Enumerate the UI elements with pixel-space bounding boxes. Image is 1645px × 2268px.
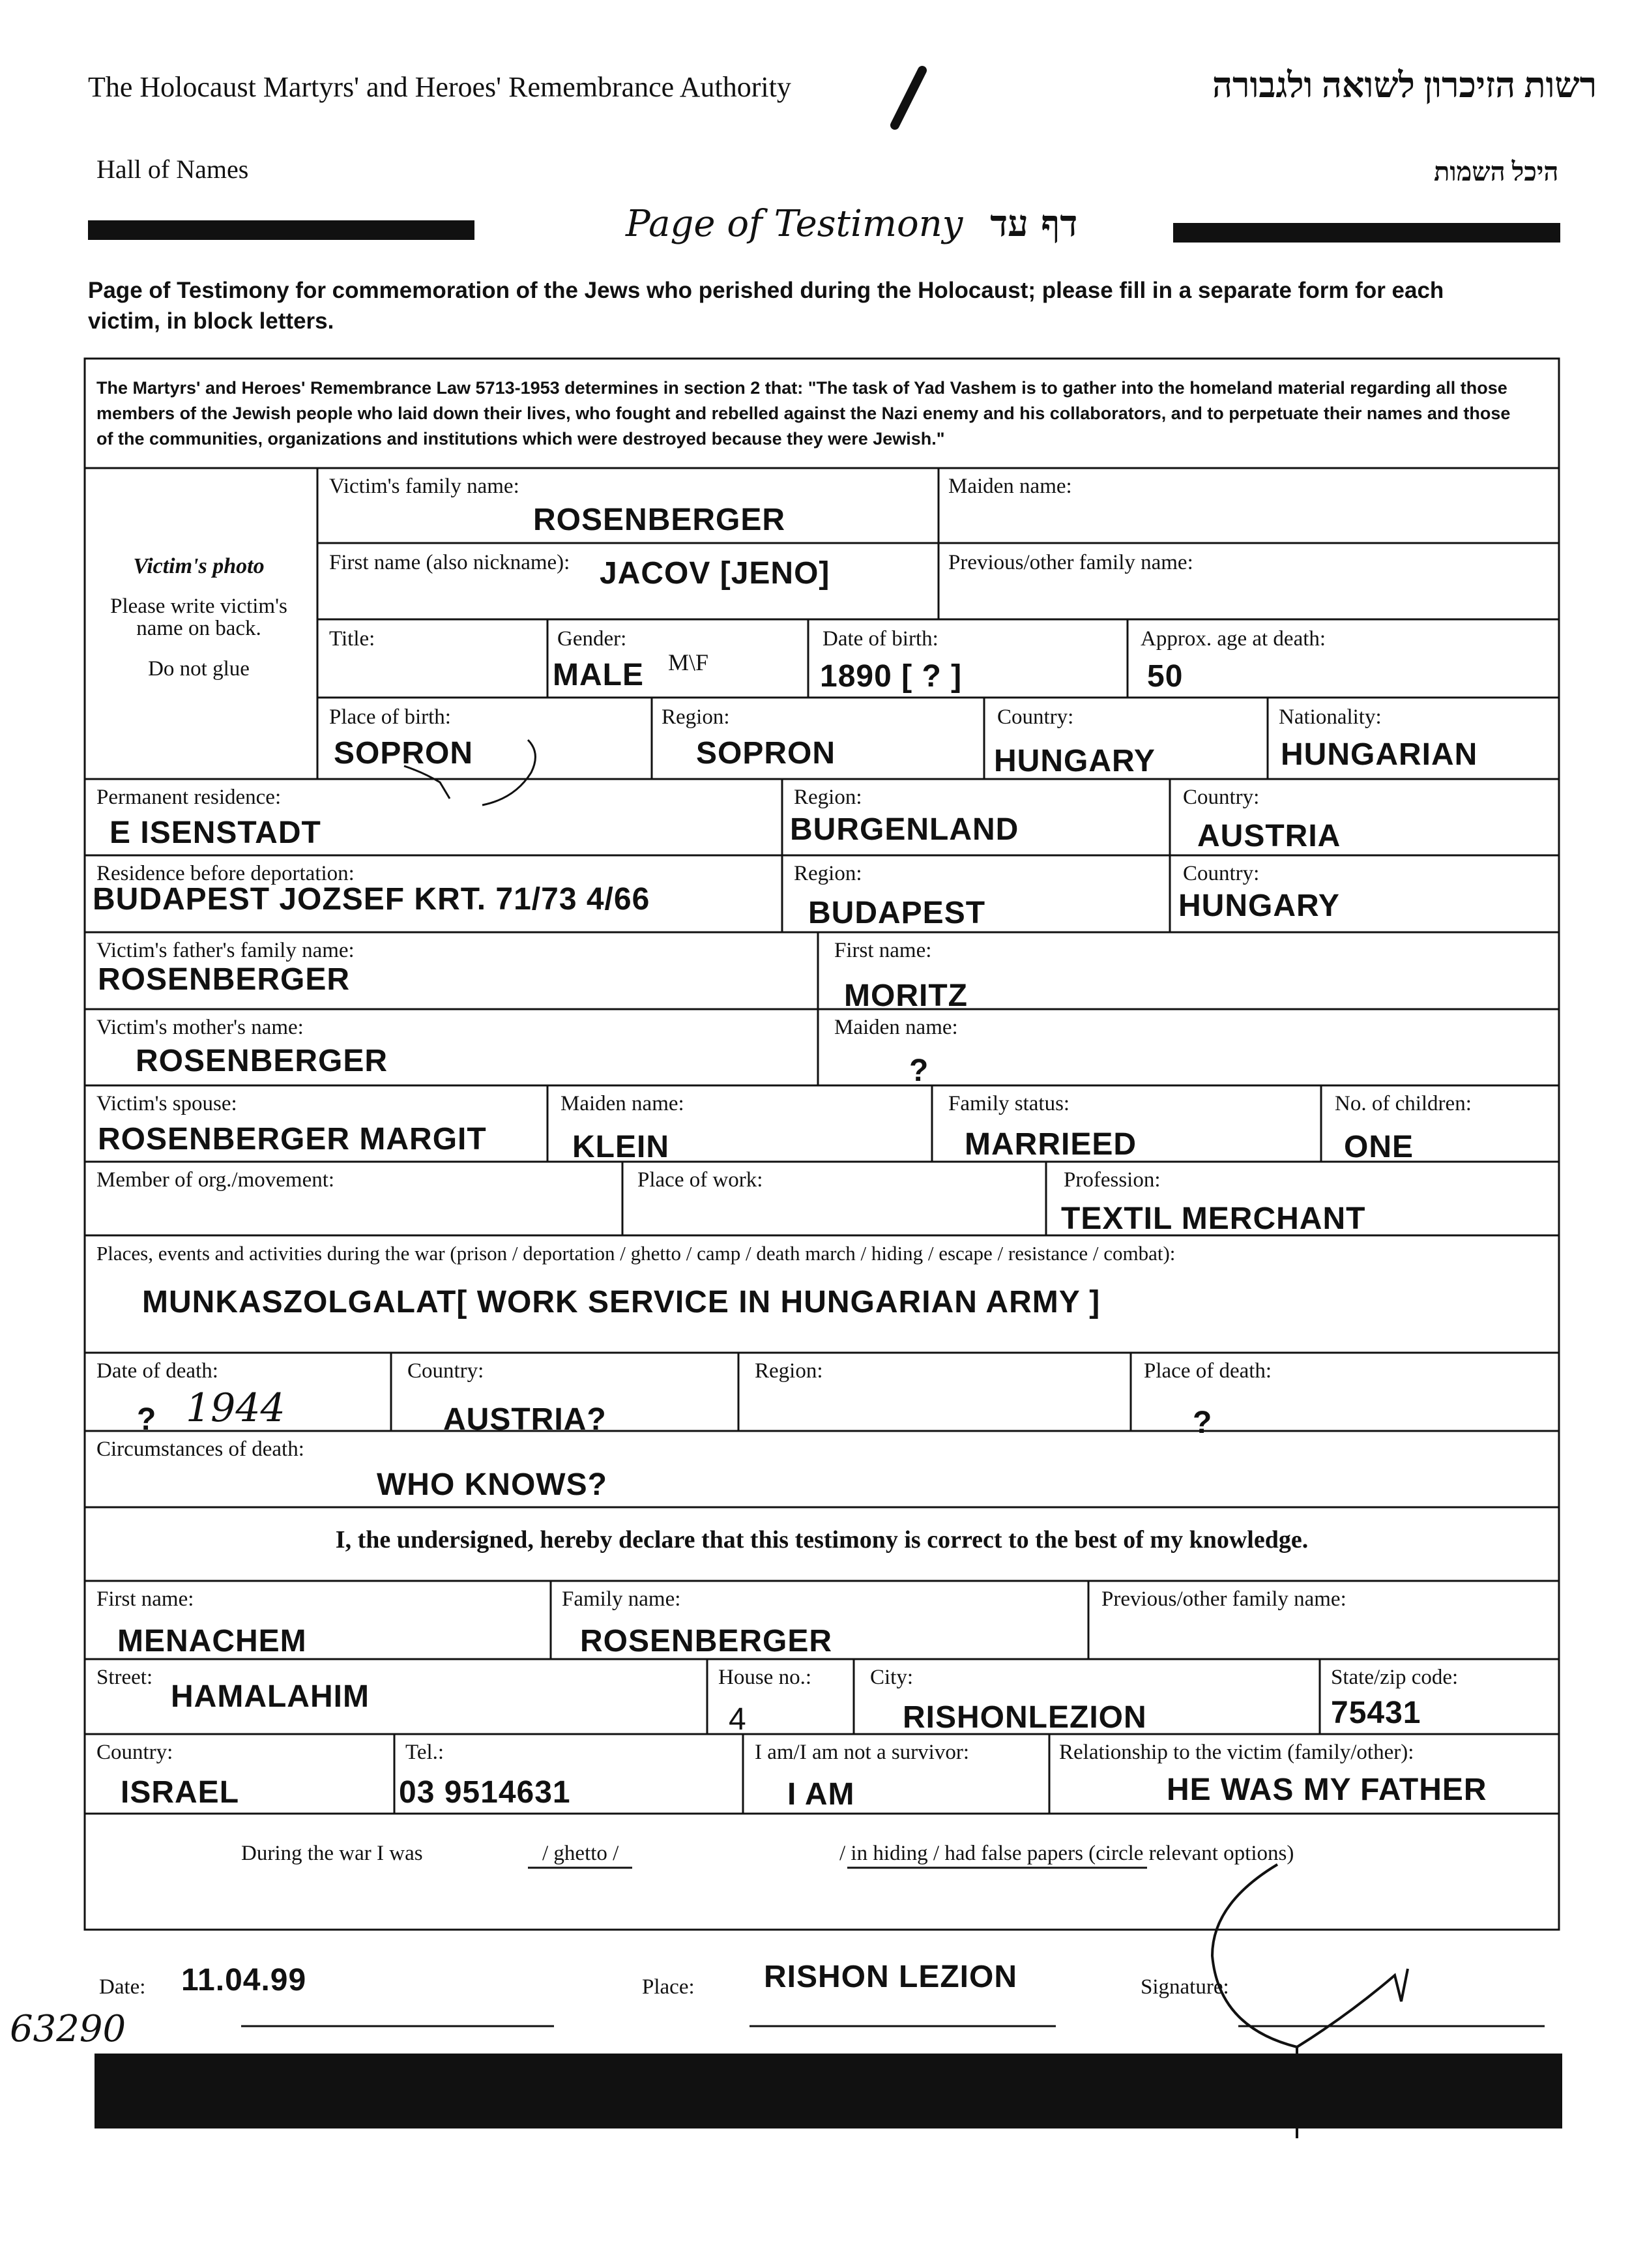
victim-photo-title: Victim's photo: [133, 554, 265, 578]
org-name-english: The Holocaust Martyrs' and Heroes' Remembrance Authority: [88, 71, 791, 103]
hall-of-names-hebrew: היכל השמות: [1434, 157, 1559, 186]
victim-dob-label: Date of birth:: [822, 627, 939, 651]
victim-pob-region-label: Region:: [662, 705, 730, 729]
spouse: ROSENBERGER MARGIT: [98, 1122, 487, 1156]
death-region-label: Region:: [755, 1359, 823, 1383]
victim-prev-family-label: Previous/other family name:: [948, 551, 1193, 574]
relation: HE WAS MY FATHER: [1167, 1773, 1487, 1807]
deport-region: BUDAPEST: [808, 896, 986, 930]
submitter-family: ROSENBERGER: [580, 1624, 833, 1658]
submitter-family-label: Family name:: [562, 1587, 681, 1611]
dod-year-handwritten: 1944: [186, 1385, 285, 1431]
street: HAMALAHIM: [171, 1679, 370, 1714]
org-name-hebrew: רשות הזיכרון לשואה ולגבורה: [1212, 66, 1597, 105]
form-title-hebrew: דף עד: [990, 202, 1078, 245]
victim-photo-note-3: Do not glue: [148, 657, 250, 681]
country-label: Country:: [96, 1741, 173, 1764]
dod-label: Date of death:: [96, 1359, 218, 1383]
tel: 03 9514631: [399, 1775, 571, 1810]
handwritten-scribble: [378, 733, 560, 818]
war-status-label: During the war I was: [241, 1842, 423, 1865]
victim-gender-label: Gender:: [557, 627, 627, 651]
mother-name: ROSENBERGER: [136, 1044, 388, 1078]
perm-region: BURGENLAND: [790, 812, 1019, 847]
victim-pob-region: SOPRON: [696, 736, 836, 771]
death-country: AUSTRIA?: [443, 1402, 607, 1437]
perm-country-label: Country:: [1183, 786, 1260, 809]
deport-res-label: Residence before deportation:: [96, 862, 355, 885]
survivor-label: I am/I am not a survivor:: [755, 1741, 970, 1764]
date: 11.04.99: [181, 1963, 307, 1997]
submitter-first-label: First name:: [96, 1587, 194, 1611]
victim-family-name: ROSENBERGER: [533, 503, 786, 537]
perm-country: AUSTRIA: [1197, 819, 1341, 853]
victim-pob-country-label: Country:: [997, 705, 1074, 729]
father-first: MORITZ: [844, 979, 968, 1013]
events: MUNKASZOLGALAT[ WORK SERVICE IN HUNGARIAN ARMY ]: [142, 1285, 1101, 1319]
remembrance-law-text: The Martyrs' and Heroes' Remembrance Law 5713-1953 determines in section 2 that: "The task of Yad Vashem is to gather into the homeland material regarding all those members of the Jewish people who laid down their lives, who fought and rebelled against the Nazi enemy and his collaborators, and to perpetuate their names and those of the communities, organizations and institutions which were destroyed because they were Jewish.": [96, 378, 1511, 449]
death-country-label: Country:: [407, 1359, 484, 1383]
country: ISRAEL: [121, 1775, 240, 1810]
declaration: I, the undersigned, hereby declare that this testimony is correct to the best of my knowledge.: [335, 1526, 1309, 1554]
victim-age: 50: [1147, 659, 1184, 694]
events-label: Places, events and activities during the war (prison / deportation / ghetto / camp / death march / hiding / escape / resistance / combat):: [96, 1242, 1176, 1265]
death-place-label: Place of death:: [1144, 1359, 1272, 1383]
victim-photo-note-2: name on back.: [136, 617, 261, 640]
victim-gender-options: M\F: [668, 649, 709, 675]
org-label: Member of org./movement:: [96, 1168, 335, 1192]
zip-label: State/zip code:: [1331, 1666, 1459, 1689]
submitter-prev-label: Previous/other family name:: [1101, 1587, 1347, 1611]
victim-pob-label: Place of birth:: [329, 705, 451, 729]
death-place: ?: [1193, 1406, 1213, 1440]
victim-photo-note-1: Please write victim's: [110, 595, 287, 618]
house-label: House no.:: [718, 1666, 811, 1689]
work-label: Place of work:: [637, 1168, 763, 1192]
victim-first-name-label: First name (also nickname):: [329, 551, 570, 574]
house: 4: [729, 1702, 747, 1737]
form-title-english: Page of Testimony: [626, 203, 963, 245]
profession: TEXTIL MERCHANT: [1061, 1201, 1366, 1236]
tel-label: Tel.:: [405, 1741, 444, 1764]
deport-res: BUDAPEST JOZSEF KRT. 71/73 4/66: [93, 882, 650, 917]
dod-question: ?: [137, 1402, 157, 1437]
mother-maiden: ?: [909, 1053, 929, 1088]
deport-country-label: Country:: [1183, 862, 1260, 885]
victim-maiden-name-label: Maiden name:: [948, 475, 1072, 498]
spouse-maiden: KLEIN: [572, 1130, 669, 1164]
spouse-maiden-label: Maiden name:: [560, 1092, 684, 1115]
intro-text: Page of Testimony for commemoration of the Jews who perished during the Holocaust; please fill in a separate form for each victim, in block letters.: [88, 278, 1444, 334]
circumstances: WHO KNOWS?: [377, 1467, 607, 1502]
victim-first-name: JACOV [JENO]: [600, 556, 830, 591]
deport-country: HUNGARY: [1178, 889, 1340, 923]
victim-family-name-label: Victim's family name:: [329, 475, 519, 498]
perm-res-label: Permanent residence:: [96, 786, 282, 809]
survivor: I AM: [787, 1777, 855, 1812]
footer-bar: [95, 2054, 1562, 2128]
submitter-first: MENACHEM: [117, 1624, 307, 1658]
deport-region-label: Region:: [794, 862, 862, 885]
victim-nationality-label: Nationality:: [1279, 705, 1382, 729]
children-label: No. of children:: [1335, 1092, 1472, 1115]
city-label: City:: [870, 1666, 914, 1689]
family-status-label: Family status:: [948, 1092, 1070, 1115]
victim-pob-country: HUNGARY: [994, 744, 1156, 778]
margin-number-handwritten: 63290: [10, 2008, 126, 2050]
profession-label: Profession:: [1064, 1168, 1161, 1192]
mother-maiden-label: Maiden name:: [834, 1016, 958, 1039]
circumstances-label: Circumstances of death:: [96, 1437, 304, 1461]
victim-age-label: Approx. age at death:: [1141, 627, 1326, 651]
father-family-label: Victim's father's family name:: [96, 939, 355, 962]
mother-name-label: Victim's mother's name:: [96, 1016, 304, 1039]
spouse-label: Victim's spouse:: [96, 1092, 237, 1115]
signature-label: Signature:: [1141, 1975, 1229, 1999]
victim-title-label: Title:: [329, 627, 375, 651]
victim-nationality: HUNGARIAN: [1281, 737, 1478, 772]
perm-res: E ISENSTADT: [109, 816, 321, 850]
street-label: Street:: [96, 1666, 153, 1689]
father-first-label: First name:: [834, 939, 932, 962]
family-status: MARRIEED: [965, 1127, 1137, 1162]
victim-gender: MALE: [553, 658, 644, 692]
victim-dob: 1890 [ ? ]: [820, 659, 963, 694]
relation-label: Relationship to the victim (family/other):: [1059, 1741, 1414, 1764]
perm-region-label: Region:: [794, 786, 862, 809]
hall-of-names-english: Hall of Names: [96, 155, 249, 184]
place: RISHON LEZION: [764, 1960, 1018, 1994]
place-label: Place:: [642, 1975, 695, 1999]
victim-pob: SOPRON: [334, 736, 474, 771]
war-option-hiding: / in hiding / had false papers (circle relevant options): [839, 1842, 1294, 1865]
war-option-ghetto: / ghetto /: [542, 1842, 619, 1865]
children: ONE: [1344, 1130, 1414, 1164]
date-label: Date:: [99, 1975, 146, 1999]
zip: 75431: [1331, 1696, 1421, 1730]
father-family: ROSENBERGER: [98, 962, 351, 997]
city: RISHONLEZION: [903, 1700, 1147, 1735]
